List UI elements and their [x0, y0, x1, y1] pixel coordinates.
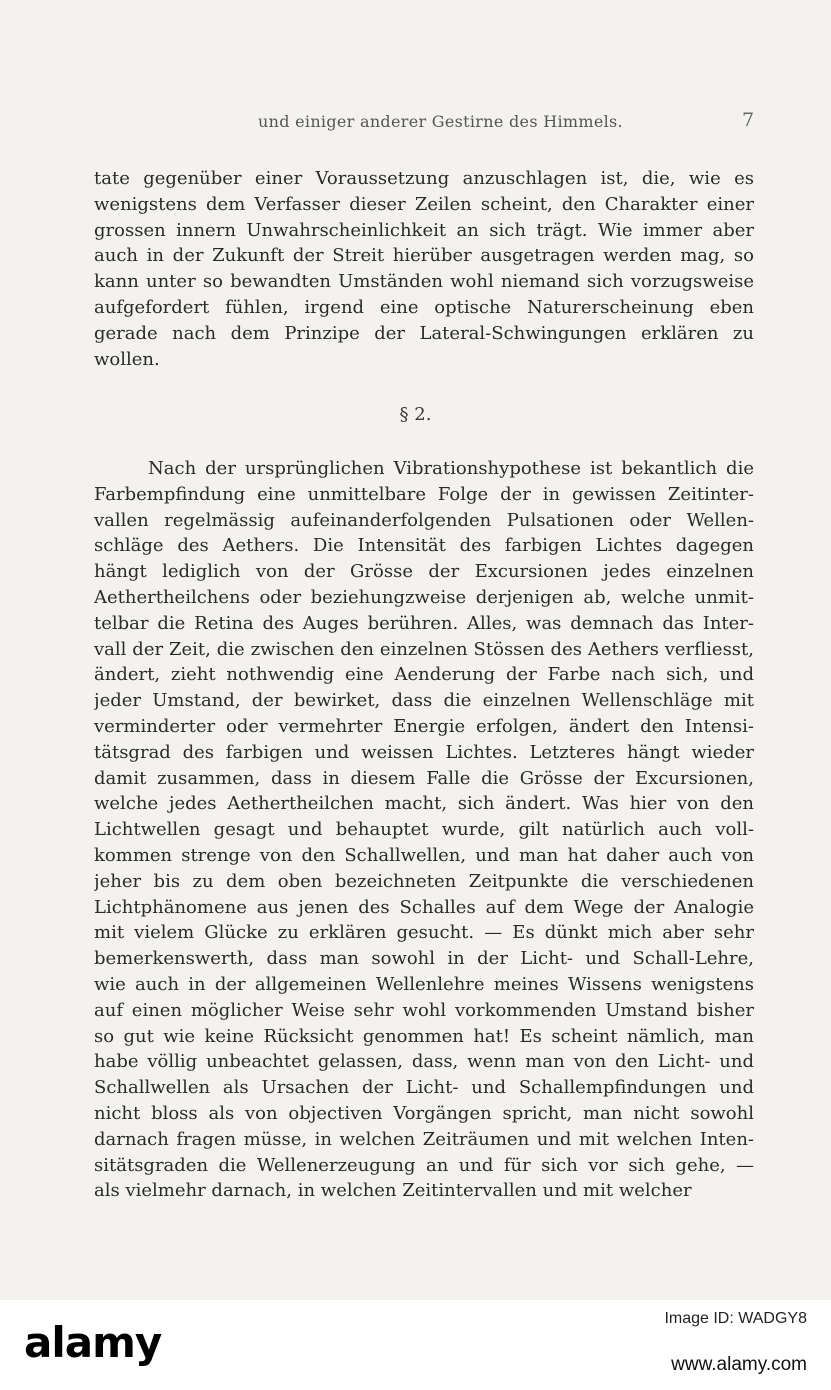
watermark-banner [0, 1300, 831, 1390]
text-line: vall der Zeit, die zwischen den einzelnen Stössen des Aethers verfliesst, [94, 638, 754, 660]
text-line: so gut wie keine Rücksicht genommen hat! Es scheint nämlich, man [94, 1025, 754, 1047]
alamy-logo: alamy [24, 1318, 162, 1367]
text-line: damit zusammen, dass in diesem Falle die Grösse der Excursionen, [94, 767, 754, 789]
text-line: telbar die Retina des Auges berühren. Alles, was demnach das Inter- [94, 612, 754, 634]
text-line: ändert, zieht nothwendig eine Aenderung der Farbe nach sich, und [94, 664, 754, 686]
text-line: habe völlig unbeachtet gelassen, dass, wenn man von den Licht- und [94, 1051, 754, 1073]
text-line: schläge des Aethers. Die Intensität des farbigen Lichtes dagegen [94, 535, 754, 557]
text-line: auf einen möglicher Weise sehr wohl vorkommenden Umstand bisher [94, 999, 754, 1021]
text-line: wenigstens dem Verfasser dieser Zeilen scheint, den Charakter einer [94, 193, 754, 215]
text-line: wollen. [94, 348, 160, 370]
site-url: www.alamy.com [671, 1354, 807, 1375]
text-line: vallen regelmässig aufeinanderfolgenden Pulsationen oder Wellen- [94, 509, 754, 531]
text-line: als vielmehr darnach, in welchen Zeitintervallen und mit welcher [94, 1180, 692, 1202]
text-line: nicht bloss als von objectiven Vorgängen spricht, man nicht sowohl [94, 1102, 754, 1124]
text-line: tate gegenüber einer Voraussetzung anzuschlagen ist, die, wie es [94, 168, 754, 189]
text-line: kommen strenge von den Schallwellen, und man hat daher auch von [94, 844, 754, 866]
paragraph-2 [94, 456, 754, 1204]
text-line: tätsgrad des farbigen und weissen Lichtes. Letzteres hängt wieder [94, 741, 754, 763]
text-line: bemerkenswerth, dass man sowohl in der Licht- und Schall-Lehre, [94, 948, 754, 970]
text-line: Lichtwellen gesagt und behauptet wurde, gilt natürlich auch voll- [94, 819, 754, 841]
text-line: auch in der Zukunft der Streit hierüber ausgetragen werden mag, so [94, 245, 754, 267]
text-line: hängt lediglich von der Grösse der Excursionen jedes einzelnen [94, 561, 754, 583]
image-id-label: Image ID: WADGY8 [664, 1310, 807, 1327]
text-line: aufgefordert fühlen, irgend eine optische Naturerscheinung eben [94, 296, 754, 318]
text-line: welche jedes Aethertheilchen macht, sich ändert. Was hier von den [94, 793, 754, 815]
paragraph-1 [94, 166, 754, 372]
text-line: gerade nach dem Prinzipe der Lateral-Schwingungen erklären zu [94, 322, 754, 344]
text-line: jeher bis zu dem oben bezeichneten Zeitpunkte die verschiedenen [94, 870, 754, 892]
text-line: verminderter oder vermehrter Energie erfolgen, ändert den Intensi- [94, 715, 754, 737]
text-line: Lichtphänomene aus jenen des Schalles auf dem Wege der Analogie [94, 896, 754, 918]
text-line: grossen innern Unwahrscheinlichkeit an sich trägt. Wie immer aber [94, 219, 754, 241]
text-line: Farbempfindung eine unmittelbare Folge der in gewissen Zeitinter- [94, 483, 754, 505]
text-line: sitätsgraden die Wellenerzeugung an und für sich vor sich gehe, — [94, 1154, 754, 1176]
text-line: kann unter so bewandten Umständen wohl niemand sich vorzugsweise [94, 271, 754, 293]
page-number: 7 [742, 109, 755, 131]
text-line: Aethertheilchens oder beziehungzweise derjenigen ab, welche unmit- [94, 586, 754, 608]
text-line: wie auch in der allgemeinen Wellenlehre meines Wissens wenigstens [94, 973, 754, 995]
running-head-title: und einiger anderer Gestirne des Himmels. [258, 112, 623, 131]
running-head [0, 109, 831, 142]
text-line: mit vielem Glücke zu erklären gesucht. — Es dünkt mich aber sehr [94, 922, 754, 944]
text-line: Schallwellen als Ursachen der Licht- und Schallempfindungen und [94, 1077, 754, 1099]
section-heading: § 2. [399, 404, 432, 425]
text-line: darnach fragen müsse, in welchen Zeiträumen und mit welchen Inten- [94, 1128, 754, 1150]
text-line: Nach der ursprünglichen Vibrationshypothese ist bekantlich die [148, 458, 754, 479]
text-line: jeder Umstand, der bewirket, dass die einzelnen Wellenschläge mit [94, 690, 754, 712]
